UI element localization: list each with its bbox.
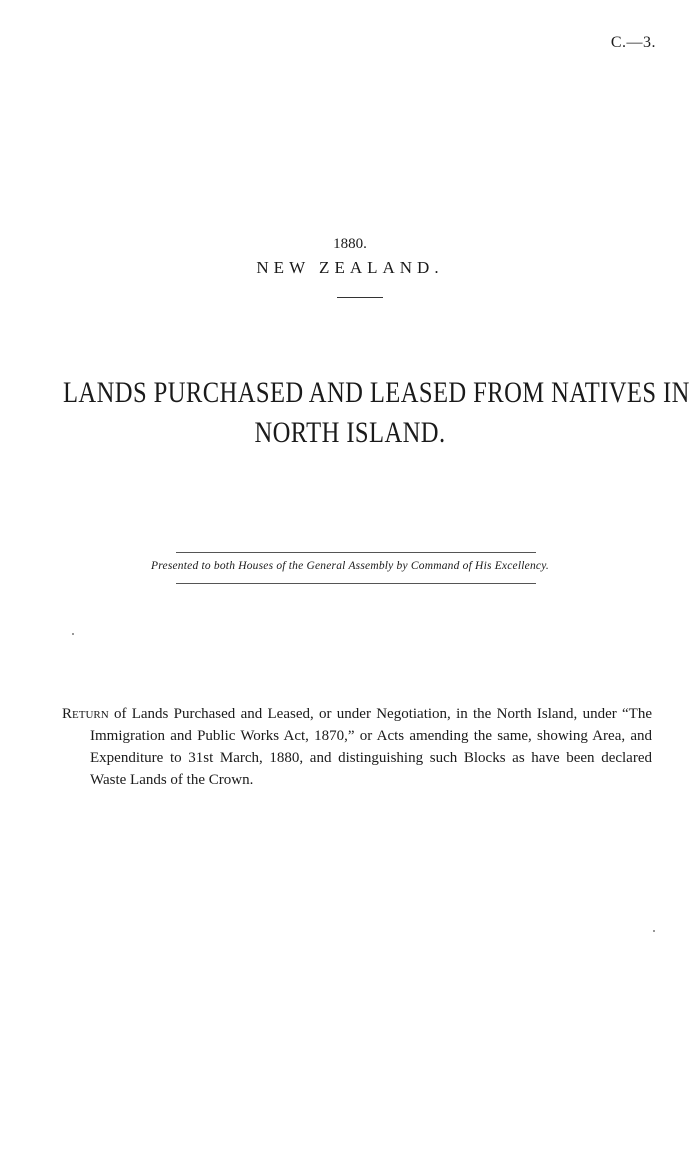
heading-divider (337, 297, 383, 298)
print-speck (72, 633, 74, 635)
presented-statement: Presented to both Houses of the General Assembly by Command of His Excellency. (151, 560, 549, 572)
print-speck (653, 930, 655, 932)
country-heading: NEW ZEALAND. (256, 258, 444, 277)
title-line-1: LANDS PURCHASED AND LEASED FROM NATIVES IN (63, 376, 690, 409)
year-heading: 1880. (333, 236, 367, 252)
presented-bottom-rule (176, 583, 536, 584)
return-lead-word: Return (62, 706, 109, 722)
page-reference: C.—3. (610, 34, 656, 51)
return-paragraph (62, 703, 652, 791)
presented-top-rule (176, 552, 536, 553)
document-title (63, 373, 690, 453)
title-line-2: NORTH ISLAND. (254, 416, 446, 449)
return-body-text: of Lands Purchased and Leased, or under Negotiation, in the North Island, under “The Immigration and Public Works Act, 1870,” or Acts amending the same, showing Area, and Expenditure to 31st March, 1880, and distinguishing such Blocks as have been declared Waste Lands of the Crown. (90, 706, 652, 788)
